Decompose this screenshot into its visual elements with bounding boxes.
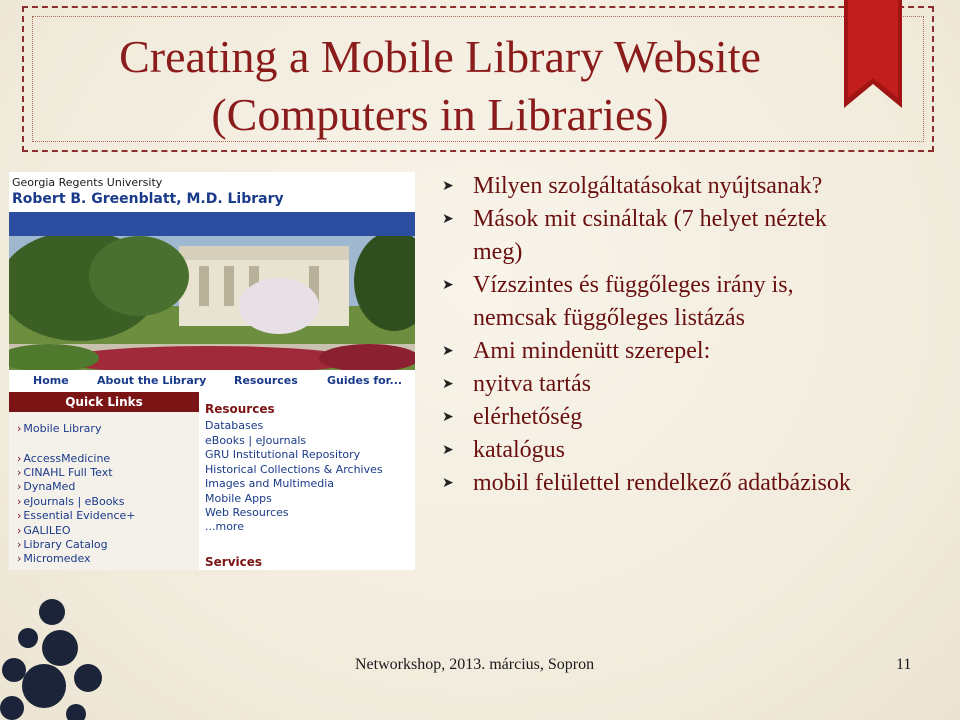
library-name: Robert B. Greenblatt, M.D. Library bbox=[12, 191, 284, 207]
bullet-text: Vízszintes és függőleges irány is, bbox=[473, 272, 794, 298]
arrow-bullet-icon: ➤ bbox=[442, 179, 454, 194]
resource-link[interactable]: Mobile Apps bbox=[205, 492, 272, 505]
slide-footer: Networkshop, 2013. március, Sopron bbox=[355, 656, 595, 673]
quick-link[interactable]: › Essential Evidence+ bbox=[17, 509, 136, 522]
title-line-2: (Computers in Libraries) bbox=[211, 89, 669, 140]
resource-link[interactable]: Databases bbox=[205, 419, 264, 432]
arrow-bullet-icon: ➤ bbox=[442, 410, 454, 425]
university-name: Georgia Regents University bbox=[12, 176, 163, 189]
slide-title bbox=[40, 28, 840, 144]
resource-link[interactable]: GRU Institutional Repository bbox=[205, 448, 361, 461]
website-header bbox=[9, 172, 415, 212]
website-nav bbox=[9, 370, 415, 393]
resources-title: Resources bbox=[205, 402, 275, 416]
page-number: 11 bbox=[896, 656, 912, 673]
bullet-text: nyitva tartás bbox=[473, 371, 591, 397]
bookmark-ribbon-icon bbox=[842, 0, 904, 110]
library-website-screenshot bbox=[9, 172, 415, 570]
bullet-text: elérhetőség bbox=[473, 404, 583, 430]
nav-guides[interactable]: Guides for... bbox=[327, 374, 403, 387]
resource-link[interactable]: ...more bbox=[205, 520, 244, 533]
quick-links-column bbox=[9, 412, 199, 570]
bullet-text: Mások mit csináltak (7 helyet néztek bbox=[473, 206, 827, 232]
quick-link[interactable]: › DynaMed bbox=[17, 480, 75, 493]
website-top-bar bbox=[9, 212, 415, 236]
bullet-text: meg) bbox=[473, 239, 523, 265]
resource-link[interactable]: eBooks | eJournals bbox=[205, 434, 307, 447]
arrow-bullet-icon: ➤ bbox=[442, 377, 454, 392]
services-title: Services bbox=[205, 555, 263, 569]
nav-about[interactable]: About the Library bbox=[97, 374, 207, 387]
quick-links-title: Quick Links bbox=[9, 392, 199, 412]
resource-link[interactable]: Historical Collections & Archives bbox=[205, 463, 383, 476]
bullet-text: Ami mindenütt szerepel: bbox=[473, 338, 711, 364]
bullet-text: nemcsak függőleges listázás bbox=[473, 305, 745, 331]
nav-resources[interactable]: Resources bbox=[234, 374, 298, 387]
arrow-bullet-icon: ➤ bbox=[442, 212, 454, 227]
resource-link[interactable]: Web Resources bbox=[205, 506, 289, 519]
bullet-text: Milyen szolgáltatásokat nyújtsanak? bbox=[473, 173, 823, 199]
quick-link[interactable]: › eJournals | eBooks bbox=[17, 495, 125, 508]
arrow-bullet-icon: ➤ bbox=[442, 344, 454, 359]
bullet-text: mobil felülettel rendelkező adatbázisok bbox=[473, 470, 851, 496]
quick-link[interactable]: › CINAHL Full Text bbox=[17, 466, 113, 479]
quick-link[interactable]: › GALILEO bbox=[17, 524, 71, 537]
library-building-photo bbox=[9, 236, 415, 370]
quick-link[interactable]: › Library Catalog bbox=[17, 538, 108, 551]
arrow-bullet-icon: ➤ bbox=[442, 443, 454, 458]
quick-link[interactable]: › AccessMedicine bbox=[17, 452, 110, 465]
quick-link[interactable]: › Micromedex bbox=[17, 552, 91, 565]
title-line-1: Creating a Mobile Library Website bbox=[119, 31, 761, 82]
quick-link[interactable]: › Mobile Library bbox=[17, 422, 101, 435]
arrow-bullet-icon: ➤ bbox=[442, 278, 454, 293]
arrow-bullet-icon: ➤ bbox=[442, 476, 454, 491]
bullet-text: katalógus bbox=[473, 437, 565, 463]
resource-link[interactable]: Images and Multimedia bbox=[205, 477, 335, 490]
decorative-dots-icon bbox=[0, 590, 120, 720]
resources-column bbox=[199, 392, 415, 570]
nav-home[interactable]: Home bbox=[33, 374, 69, 387]
